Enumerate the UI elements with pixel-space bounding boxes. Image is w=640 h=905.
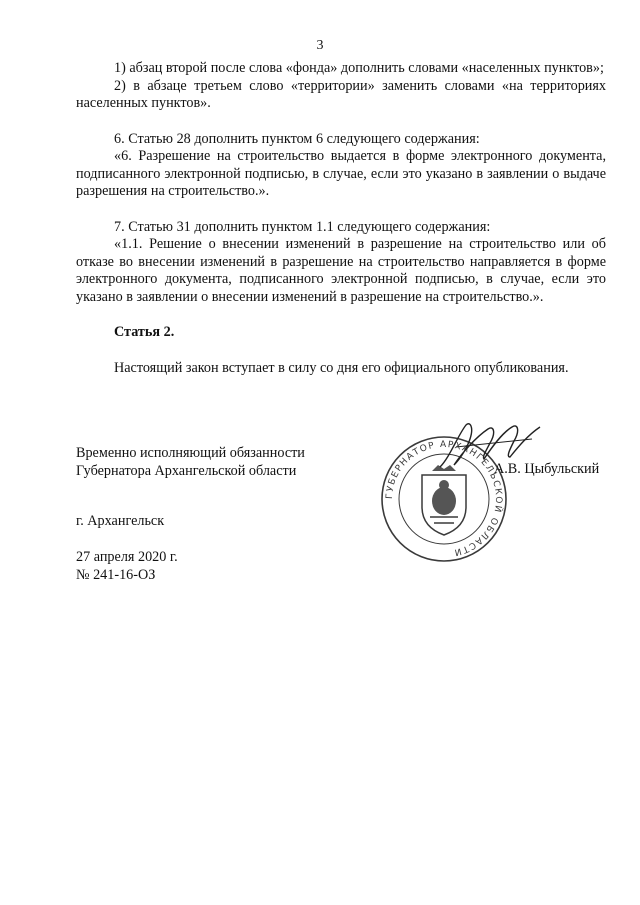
paragraph-6: «1.1. Решение о внесении изменений в разрешение на строительство или об отказе во внесении изменений в разрешение на строительство направляется в форме электронного документа, подписанного электронной подписью, в случае, если это указано в заявлении о внесении изменений в разрешение на строительство.». — [76, 236, 606, 305]
paragraph-3: 6. Статью 28 дополнить пунктом 6 следующего содержания: — [114, 130, 480, 147]
document-body — [76, 60, 606, 377]
coat-of-arms-icon — [422, 465, 466, 535]
article-heading: Статья 2. — [114, 324, 175, 340]
seal-text: ГУБЕРНАТОР АРХАНГЕЛЬСКОЙ ОБЛАСТИ — [384, 439, 504, 558]
position-line-1: Временно исполняющий обязанности — [76, 445, 305, 461]
paragraph-1: 1) абзац второй после слова «фонда» дополнить словами «населенных пунктов»; — [114, 60, 604, 76]
page-number: 3 — [316, 38, 324, 53]
paragraph-7: Настоящий закон вступает в силу со дня его официального опубликования. — [114, 359, 569, 376]
signer-name: А.В. Цыбульский — [494, 461, 600, 477]
law-number: № 241-16-ОЗ — [76, 567, 156, 583]
paragraph-4: «6. Разрешение на строительство выдается в форме электронного документа, подписанного электронной подписью, в случае, если это указано в заявлении о выдаче разрешения на строительство.». — [76, 148, 606, 199]
paragraph-2: 2) в абзаце третьем слово «территории» заменить словами «на территориях населенных пунктов». — [76, 77, 606, 111]
signing-date: 27 апреля 2020 г. — [76, 549, 178, 565]
position-line-2: Губернатора Архангельской области — [76, 463, 297, 479]
date-and-number — [76, 548, 178, 584]
paragraph-5: 7. Статью 31 дополнить пунктом 1.1 следующего содержания: — [114, 218, 491, 235]
place-of-signing: г. Архангельск — [76, 513, 165, 529]
